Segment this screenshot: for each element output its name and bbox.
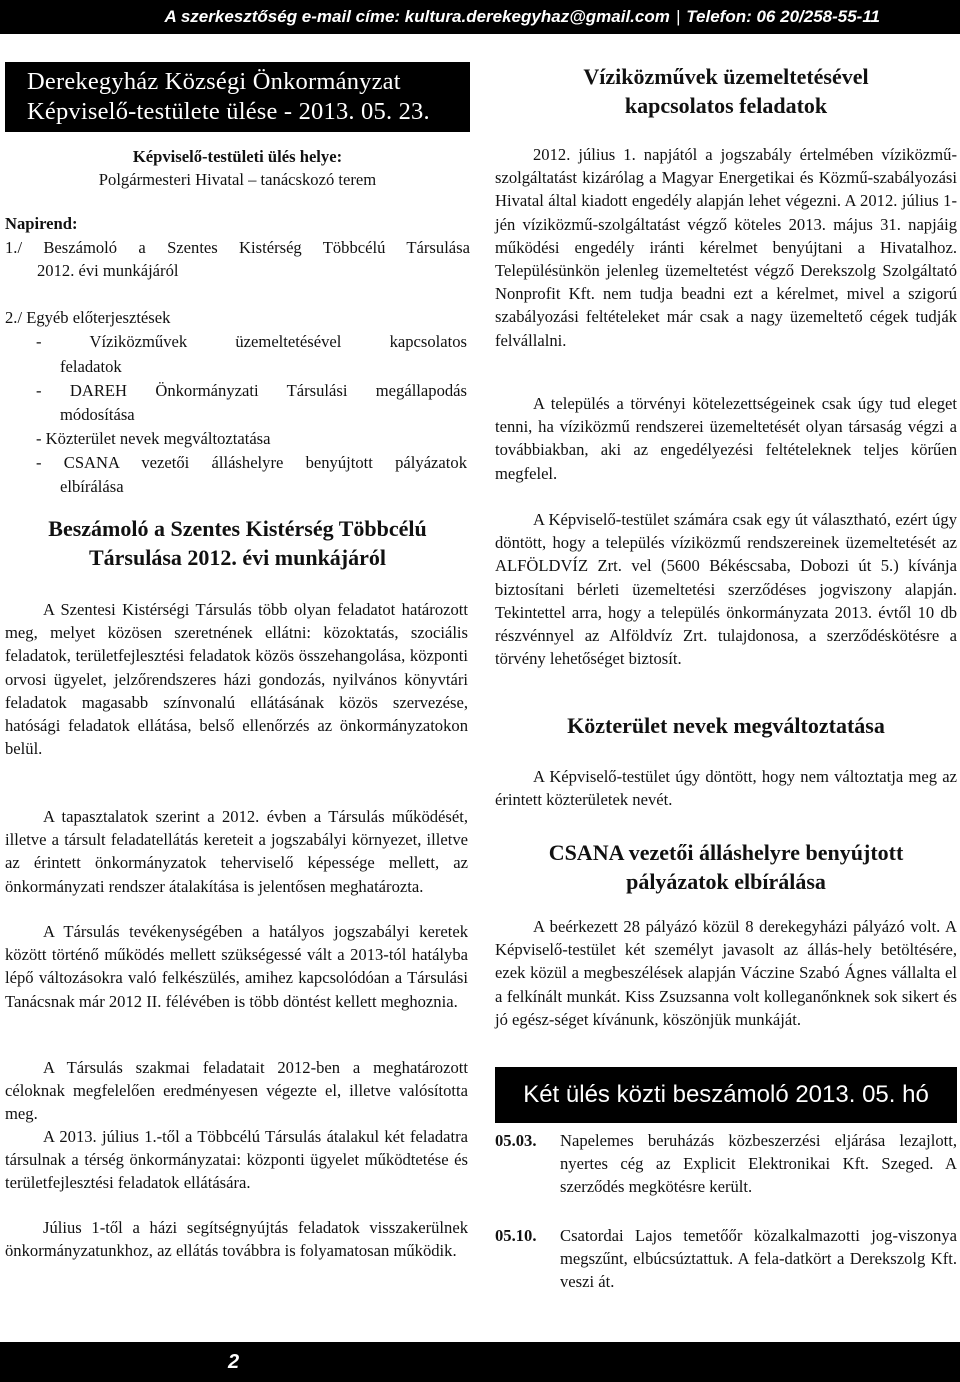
meeting-title-line2: Képviselő-testülete ülése - 2013. 05. 23.: [27, 98, 430, 125]
report-paragraph-5: A 2013. július 1.-től a Többcélú Társulás átalakul két feladatra társulnak a térség önkormányzatai: központi ügyelet működtetése és területfejlesztési feladatok ellátására.: [5, 1127, 468, 1193]
news-entry-date: 05.03.: [495, 1131, 537, 1150]
page-number: 2: [228, 1351, 240, 1373]
agenda-heading: Napirend:: [5, 214, 78, 233]
report-paragraph-2: A tapasztalatok szerint a 2012. évben a Társulás működését, illetve a társult feladatellátás kereteit a jogszabályi környezet, illetve az érintett önkormányzatok teherviselő képessége mellett, az önkormányzati rendszer átalakítása is jelentősen meghatározta.: [5, 807, 468, 896]
page-footer: [0, 1342, 960, 1382]
csana-paragraph: A beérkezett 28 pályázó közül 8 derekegyházi pályázó volt. A Képviselő-testület két személyt javasolt az állás-hely betöltésére, ezek közül a megbeszélések alapján Váczine Szabó Ágnes vállalta el a felkínált munkát. Kiss Zsuzsanna volt kolleganőnknek sok sikert és jó egész-séget kívánunk, köszönjük munkáját.: [495, 917, 957, 1029]
csana-heading: [495, 838, 957, 896]
streets-paragraph: A Képviselő-testület úgy döntött, hogy nem változtatja meg az érintett közterületek nevét.: [495, 767, 957, 810]
agenda-item-1-cont: 2012. évi munkájáról: [37, 261, 179, 280]
agenda-item-2: 2./ Egyéb előterjesztések: [5, 308, 171, 327]
sub-item-1: - Víziközművek üzemeltetésével kapcsolatos: [36, 332, 467, 351]
csana-heading-line1: CSANA vezetői álláshelyre benyújtott: [548, 840, 904, 865]
meeting-title-banner: [5, 62, 470, 132]
header-separator: |: [675, 7, 681, 26]
streets-heading: Közterület nevek megváltoztatása: [567, 713, 885, 738]
editorial-phone: Telefon: 06 20/258-55-11: [686, 7, 880, 26]
sub-item-4: - CSANA vezetői álláshelyre benyújtott pályázatok: [36, 453, 467, 472]
report-paragraph-4: A Társulás szakmai feladatait 2012-ben a meghatározott céloknak megfelelően eredményesen végezte el, illetve valósította meg.: [5, 1058, 468, 1124]
news-entry-text: Csatordai Lajos temetőőr közalkalmazotti jog-viszonya megszűnt, elbúcsúztattuk. A fela-datkört a Derekszolg Kft. veszi át.: [560, 1226, 957, 1292]
report-paragraph-6: Július 1-től a házi segítségnyújtás feladatok visszakerülnek önkormányzatunkhoz, az ellátás továbbra is folyamatosan működik.: [5, 1218, 468, 1261]
report-paragraph-3: A Társulás tevékenységében a hatályos jogszabályi keretek között történő működés mellett szükségessé vált a 2013-tól hatályba lépő változásokra való felkészülés, amihez kapcsolódóan a Társulási Tanácsnak már 2012 II. félévében is több döntést kellett meghoznia.: [5, 922, 468, 1011]
meeting-title-line1: Derekegyház Községi Önkormányzat: [27, 68, 401, 95]
water-paragraph-1: 2012. július 1. napjától a jogszabály értelmében víziközmű-szolgáltatást kizárólag a Magyar Energetikai és Közmű-szabályozási Hivatal által kiadott engedély alapján lehet végezni. A 2012. július 1-jén víziközmű-szolgáltatást végző köteles 2013. május 31. napjáig működési engedély iránti kérelmet benyújtani a Hivatalhoz. Településünkön jelenleg üzemeltetést végző Derekszolg Szolgáltató Nonprofit Kft. nem tudja beadni ezt a kérelmet, mivel a szigorú szabályozási feltételeket már csak a nagy üzemeltető cégek tudják felvállalni.: [495, 145, 957, 350]
top-contact-bar: [0, 0, 960, 34]
venue-heading: Képviselő-testületi ülés helye:: [132, 147, 343, 166]
report-heading-line1: Beszámoló a Szentes Kistérség Többcélú: [48, 516, 427, 541]
news-banner: Két ülés közti beszámoló 2013. 05. hó: [495, 1067, 957, 1123]
sub-item-3: - Közterület nevek megváltoztatása: [36, 429, 271, 448]
venue: Polgármesteri Hivatal – tanácskozó terem: [98, 170, 377, 189]
report-heading: [5, 514, 470, 572]
sub-item-2: - DAREH Önkormányzati Társulási megállapodás: [36, 381, 467, 400]
editorial-email: A szerkesztőség e-mail címe: kultura.derekegyhaz@gmail.com: [164, 7, 670, 26]
news-entry-text: Napelemes beruházás közbeszerzési eljárása lezajlott, nyertes cég az Explicit Elektronikai Kft. Szeged. A szerződés megkötésre került.: [560, 1131, 957, 1197]
sub-item-4-cont: elbírálása: [60, 477, 124, 496]
report-heading-line2: Társulása 2012. évi munkájáról: [88, 545, 387, 570]
water-paragraph-2: A település a törvényi kötelezettségeinek csak úgy tud eleget tenni, ha víziközmű rendszerei üzemeltetését olyan társaság végzi a továbbiakban, aki az engedélyezési feltételeknek teljes körűen megfelel.: [495, 394, 957, 483]
sub-item-1-cont: feladatok: [60, 357, 122, 376]
news-entry-date: 05.10.: [495, 1226, 537, 1245]
water-heading-line2: kapcsolatos feladatok: [624, 93, 828, 118]
sub-item-2-cont: módosítása: [60, 405, 135, 424]
csana-heading-line2: pályázatok elbírálása: [626, 869, 826, 894]
report-paragraph-1: A Szentesi Kistérségi Társulás több olyan feladatot határozott meg, melyet közösen szeretnének ellátni: közoktatás, szociális feladatok, területfejlesztési feladatok közös összehangolása, központi orvosi ügyelet, jelzőrendszeres házi gondozás, nyilvános könyvtári feladatok magasabb színvonalú ellátásának közös szervezése, hatósági feladatok ellátása, belső ellenőrzés az önkormányzatokon belül.: [5, 600, 468, 759]
agenda-item-1: 1./ Beszámoló a Szentes Kistérség Többcélú Társulása: [5, 238, 470, 257]
water-paragraph-3: A Képviselő-testület számára csak egy út választható, ezért úgy döntött, hogy a település víziközmű rendszereinek üzemeltetését az ALFÖLDVÍZ Zrt. vel (5600 Békéscsaba, Dobozi út 5.) kívánja biztosítani bérleti üzemeltetési szerződéses jogviszony alapján. Tekintettel arra, hogy a település önkormányzata 2013. évtől 10 db részvénnyel az Alföldvíz Zrt. tulajdonosa, a szerződéskötésre a törvény lehetőséget biztosít.: [495, 510, 957, 669]
water-heading: [495, 62, 957, 120]
water-heading-line1: Víziközművek üzemeltetésével: [583, 64, 869, 89]
